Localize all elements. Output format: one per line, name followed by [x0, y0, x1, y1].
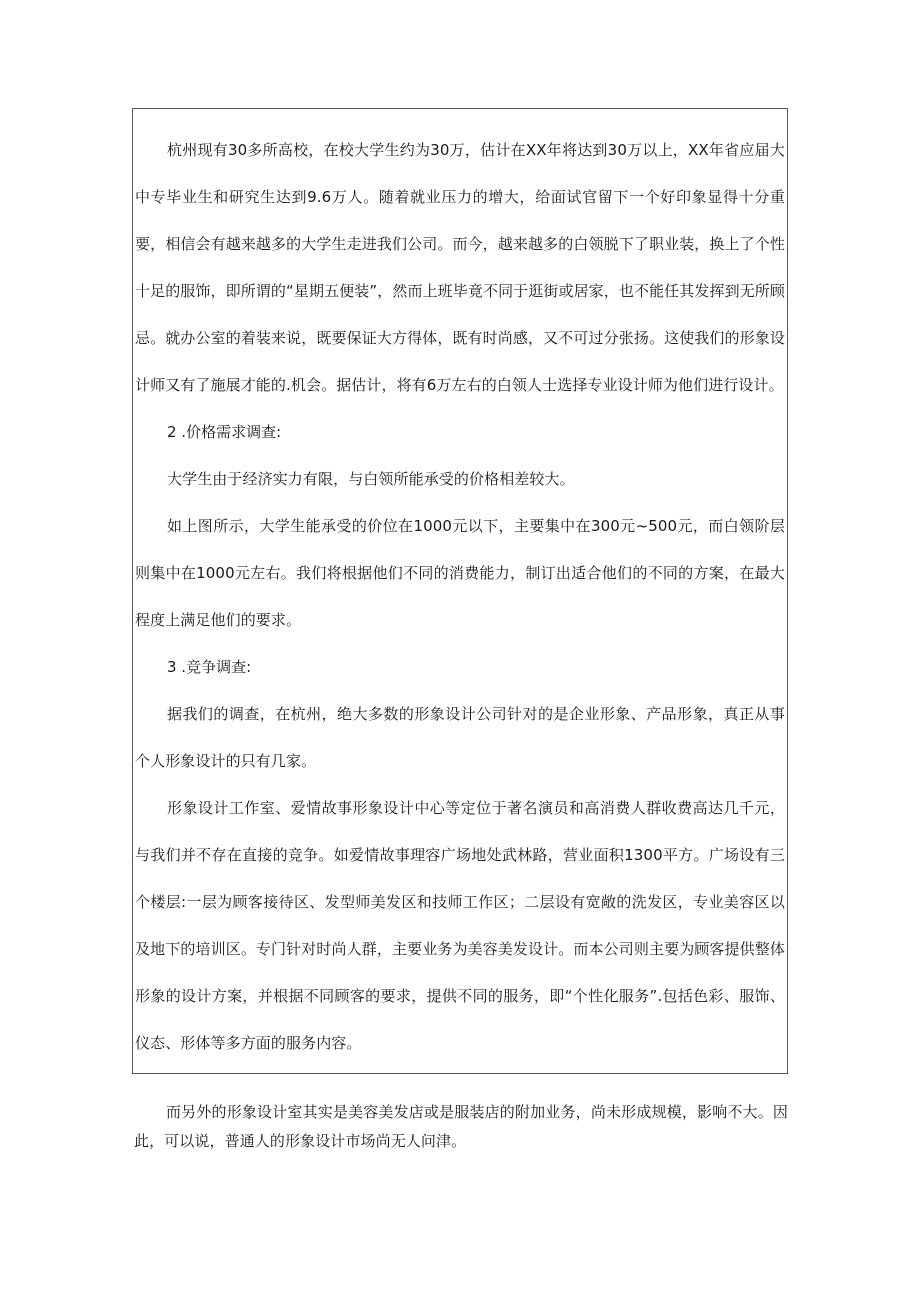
bordered-text-box [132, 108, 788, 1074]
paragraph-competitor-detail: 形象设计工作室、爱情故事形象设计中心等定位于著名演员和高消费人群收费高达几千元，与我们并不存在直接的竞争。如爱情故事理容广场地处武林路，营业面积1300平方。广场设有三个楼层:一层为顾客接待区、发型师美发区和技师工作区；二层设有宽敞的洗发区，专业美容区以及地下的培训区。专门针对时尚人群，主要业务为美容美发设计。而本公司则主要为顾客提供整体形象的设计方案，并根据不同顾客的要求，提供不同的服务，即“个性化服务”.包括色彩、服饰、仪态、形体等多方面的服务内容。 [135, 799, 785, 1052]
heading-price-survey: 2 .价格需求调查: [167, 423, 282, 441]
paragraph-conclusion: 而另外的形象设计室其实是美容美发店或是服装店的附加业务，尚未形成规模，影响不大。因此，可以说，普通人的形象设计市场尚无人问津。 [134, 1103, 788, 1150]
box-content [135, 127, 785, 1067]
paragraph-price-difference: 大学生由于经济实力有限，与白领所能承受的价格相差较大。 [167, 470, 575, 488]
paragraph-price-range: 如上图所示，大学生能承受的价位在1000元以下，主要集中在300元~500元，而白领阶层则集中在1000元左右。我们将根据他们不同的消费能力，制订出适合他们的不同的方案，在最大程度上满足他们的要求。 [135, 517, 785, 629]
paragraph-competition-overview: 据我们的调查，在杭州，绝大多数的形象设计公司针对的是企业形象、产品形象，真正从事个人形象设计的只有几家。 [135, 705, 785, 770]
trailing-text [134, 1098, 788, 1156]
heading-competition-survey: 3 .竞争调查: [167, 658, 252, 676]
paragraph-market-size: 杭州现有30多所高校，在校大学生约为30万，估计在XX年将达到30万以上，XX年省应届大中专毕业生和研究生达到9.6万人。随着就业压力的增大，给面试官留下一个好印象显得十分重要，相信会有越来越多的大学生走进我们公司。而今，越来越多的白领脱下了职业装，换上了个性十足的服饰，即所谓的“星期五便装”，然而上班毕竟不同于逛街或居家，也不能任其发挥到无所顾忌。就办公室的着装来说，既要保证大方得体，既有时尚感，又不可过分张扬。这使我们的形象设计师又有了施展才能的.机会。据估计，将有6万左右的白领人士选择专业设计师为他们进行设计。 [135, 141, 785, 394]
